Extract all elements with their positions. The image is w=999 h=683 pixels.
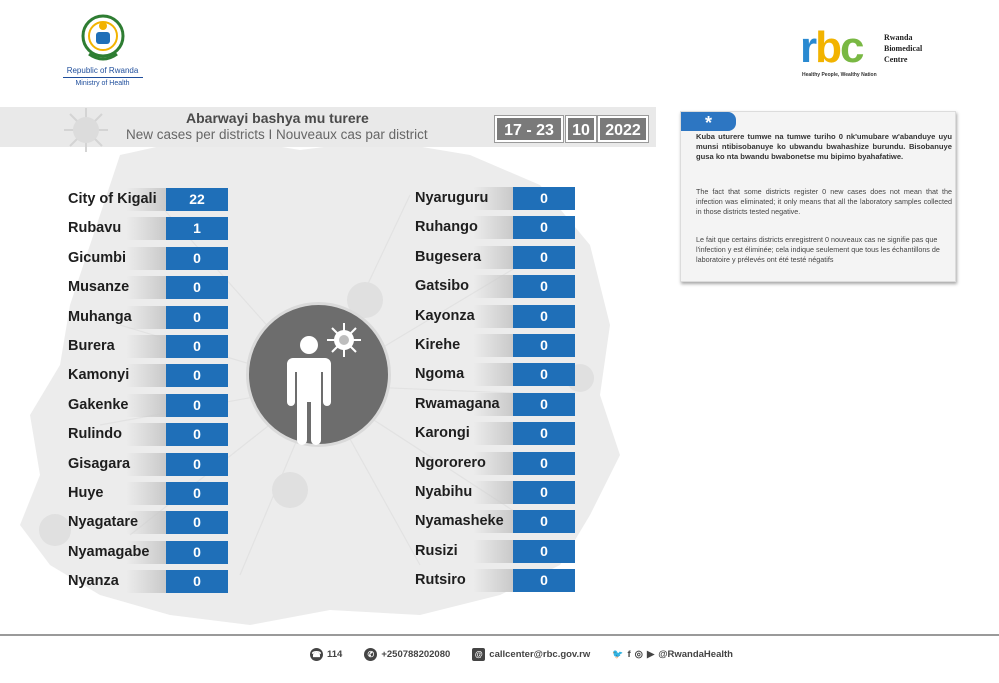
- district-case-count: 0: [166, 335, 228, 358]
- district-case-count: 0: [166, 247, 228, 270]
- district-name: Kamonyi: [66, 364, 166, 387]
- district-row: [66, 570, 228, 593]
- district-name: Nyaruguru: [413, 187, 513, 210]
- district-row: [66, 247, 228, 270]
- district-case-count: 0: [513, 540, 575, 563]
- district-case-count: 0: [166, 482, 228, 505]
- district-case-count: 0: [166, 276, 228, 299]
- district-name: Huye: [66, 482, 166, 505]
- ministry-label: Ministry of Health: [75, 80, 130, 87]
- district-row: [413, 393, 575, 416]
- district-row: [66, 188, 228, 211]
- footer-divider: [0, 634, 999, 636]
- whatsapp-icon: ✆: [364, 648, 377, 661]
- person-icon: [249, 305, 394, 450]
- district-row: [413, 481, 575, 504]
- district-name: Karongi: [413, 422, 513, 445]
- district-name: Rulindo: [66, 423, 166, 446]
- district-case-count: 0: [513, 246, 575, 269]
- rbc-letters: rbc: [800, 23, 863, 72]
- district-row: [413, 275, 575, 298]
- district-name: City of Kigali: [66, 188, 166, 211]
- whatsapp-number: +250788202080: [381, 649, 451, 660]
- republic-label: Republic of Rwanda: [66, 66, 139, 75]
- instagram-icon: ◎: [634, 649, 643, 660]
- rbc-tagline: Healthy People, Wealthy Nation: [802, 72, 877, 78]
- district-row: [66, 306, 228, 329]
- district-name: Ngororero: [413, 452, 513, 475]
- date-days: 17 - 23: [495, 116, 563, 142]
- district-row: [413, 216, 575, 239]
- district-row: [66, 217, 228, 240]
- district-row: [413, 510, 575, 533]
- district-case-count: 0: [513, 510, 575, 533]
- district-name: Nyabihu: [413, 481, 513, 504]
- district-row: [66, 482, 228, 505]
- district-case-count: 0: [166, 541, 228, 564]
- district-name: Nyagatare: [66, 511, 166, 534]
- district-case-count: 0: [166, 453, 228, 476]
- district-row: [413, 187, 575, 210]
- district-case-count: 0: [166, 511, 228, 534]
- asterisk-icon: *: [681, 112, 736, 131]
- district-name: Gakenke: [66, 394, 166, 417]
- district-case-count: 0: [166, 423, 228, 446]
- district-case-count: 0: [513, 481, 575, 504]
- title-kinyarwanda: Abarwayi bashya mu turere: [186, 110, 369, 126]
- district-case-count: 0: [166, 306, 228, 329]
- youtube-icon: ▶: [646, 649, 655, 660]
- title-en-fr: New cases per districts I Nouveaux cas par district: [126, 127, 428, 142]
- person-virus-circle: [246, 302, 391, 447]
- district-name: Nyamagabe: [66, 541, 166, 564]
- district-name: Nyanza: [66, 570, 166, 593]
- district-name: Burera: [66, 335, 166, 358]
- district-name: Rwamagana: [413, 393, 513, 416]
- email-address: callcenter@rbc.gov.rw: [489, 649, 591, 660]
- district-row: [66, 453, 228, 476]
- note-french: Le fait que certains districts enregistrent 0 nouveaux cas ne signifie pas que l'infection y est éliminée; cela indique seulement que tous les échantillons de laboratoire y prélevés ont été testé négatifs: [696, 235, 940, 264]
- district-case-count: 0: [513, 422, 575, 445]
- district-name: Ngoma: [413, 363, 513, 386]
- phone-icon: ☎: [311, 650, 322, 659]
- district-case-count: 0: [513, 334, 575, 357]
- footer-contacts: [310, 648, 733, 661]
- district-name: Nyamasheke: [413, 510, 513, 533]
- district-row: [413, 422, 575, 445]
- rbc-logo: [800, 23, 960, 86]
- district-name: Bugesera: [413, 246, 513, 269]
- district-case-count: 0: [166, 570, 228, 593]
- district-case-count: 0: [166, 394, 228, 417]
- district-case-count: 0: [513, 216, 575, 239]
- rbc-name: Rwanda Biomedical Centre: [884, 33, 923, 64]
- district-row: [413, 246, 575, 269]
- district-case-count: 0: [513, 187, 575, 210]
- district-case-count: 0: [513, 452, 575, 475]
- district-row: [413, 363, 575, 386]
- date-month: 10: [566, 116, 596, 142]
- district-row: [66, 276, 228, 299]
- twitter-icon: 🐦: [612, 649, 624, 659]
- district-name: Rusizi: [413, 540, 513, 563]
- district-row: [413, 305, 575, 328]
- district-row: [66, 511, 228, 534]
- district-name: Muhanga: [66, 306, 166, 329]
- emblem-divider: [63, 77, 143, 78]
- district-row: [66, 364, 228, 387]
- district-name: Ruhango: [413, 216, 513, 239]
- zero-cases-note: [680, 111, 956, 282]
- note-kinyarwanda: Kuba uturere tumwe na tumwe turiho 0 nk'umubare w'abanduye uyu munsi ntibisobanuye ko ubwandu bwahashize burundu. Bisobanuye gusa ko nta bwandu bwabonetse mu bipimo byahafatiwe.: [696, 132, 952, 161]
- district-case-count: 0: [513, 569, 575, 592]
- district-name: Gisagara: [66, 453, 166, 476]
- facebook-icon: f: [627, 649, 631, 660]
- district-row: [413, 334, 575, 357]
- district-case-count: 0: [513, 275, 575, 298]
- district-row: [66, 541, 228, 564]
- district-row: [66, 335, 228, 358]
- social-handle: @RwandaHealth: [658, 649, 733, 660]
- district-case-count: 0: [513, 305, 575, 328]
- coat-of-arms-icon: [81, 12, 125, 64]
- district-case-count: 0: [166, 364, 228, 387]
- district-case-count: 22: [166, 188, 228, 211]
- virus-icon: [60, 104, 112, 156]
- district-case-count: 1: [166, 217, 228, 240]
- district-name: Rubavu: [66, 217, 166, 240]
- district-name: Gatsibo: [413, 275, 513, 298]
- note-english: The fact that some districts register 0 new cases does not mean that the infection was eliminated; it only means that all the laboratory samples collected in those districts tested negative.: [696, 187, 952, 216]
- date-year: 2022: [598, 116, 648, 142]
- district-row: [66, 423, 228, 446]
- district-name: Kirehe: [413, 334, 513, 357]
- district-case-count: 0: [513, 363, 575, 386]
- district-case-count: 0: [513, 393, 575, 416]
- hotline-number: 114: [327, 649, 343, 660]
- district-name: Rutsiro: [413, 569, 513, 592]
- district-row: [413, 540, 575, 563]
- rwanda-emblem: [55, 12, 150, 87]
- district-name: Gicumbi: [66, 247, 166, 270]
- district-row: [66, 394, 228, 417]
- district-name: Kayonza: [413, 305, 513, 328]
- district-row: [413, 569, 575, 592]
- email-icon: @: [472, 648, 485, 661]
- district-row: [413, 452, 575, 475]
- district-name: Musanze: [66, 276, 166, 299]
